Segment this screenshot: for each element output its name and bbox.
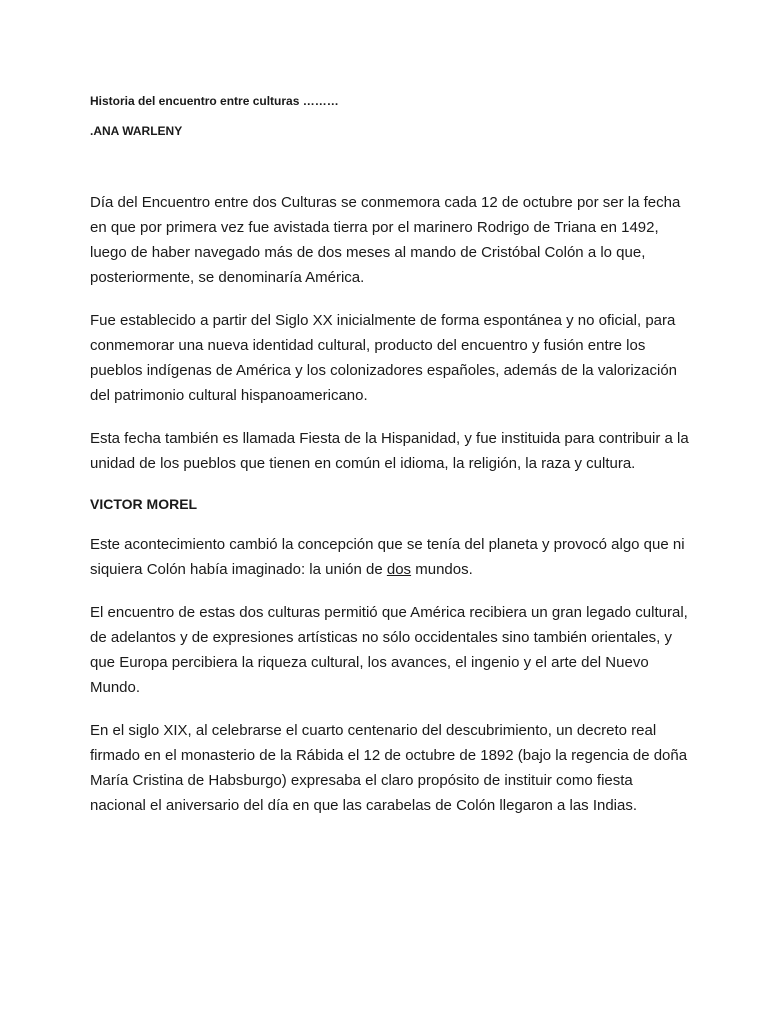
document-title: Historia del encuentro entre culturas ……… (90, 94, 339, 108)
paragraph-6: En el siglo XIX, al celebrarse el cuarto centenario del descubrimiento, un decreto real firmado en el monasterio de la Rábida el 12 de octubre de 1892 (bajo la regencia de doña María Cristina de Habsburgo) expresaba el claro propósito de instituir como fiesta nacional el aniversario del día en que las carabelas de Colón llegaron a las Indias. (90, 722, 688, 814)
paragraph-4 (90, 532, 690, 582)
paragraph-3: Esta fecha también es llamada Fiesta de la Hispanidad, y fue instituida para contribuir a la unidad de los pueblos que tienen en común el idioma, la religión, la raza y cultura. (90, 430, 689, 472)
underlined-word-link[interactable]: dos (386, 561, 412, 578)
document-author: .ANA WARLENY (90, 124, 183, 138)
document-body (90, 190, 690, 836)
paragraph-5: El encuentro de estas dos culturas permitió que América recibiera un gran legado cultural, de adelantos y de expresiones artísticas no sólo occidentales sino también orientales, y que Europa percibiera la riqueza cultural, los avances, el ingenio y el arte del Nuevo Mundo. (90, 604, 688, 696)
paragraph-4-text-end: mundos. (411, 561, 473, 578)
paragraph-4-text-start: Este acontecimiento cambió la concepción que se tenía del planeta y provocó algo que ni siquiera Colón había imaginado: la unión de (90, 536, 685, 578)
section-heading: VICTOR MOREL (90, 496, 198, 512)
paragraph-1: Día del Encuentro entre dos Culturas se conmemora cada 12 de octubre por ser la fecha en que por primera vez fue avistada tierra por el marinero Rodrigo de Triana en 1492, luego de haber navegado más de dos meses al mando de Cristóbal Colón a lo que, posteriormente, se denominaría América. (90, 194, 681, 286)
paragraph-2: Fue establecido a partir del Siglo XX inicialmente de forma espontánea y no oficial, para conmemorar una nueva identidad cultural, producto del encuentro y fusión entre los pueblos indígenas de América y los colonizadores españoles, además de la valorización del patrimonio cultural hispanoamericano. (90, 312, 678, 404)
